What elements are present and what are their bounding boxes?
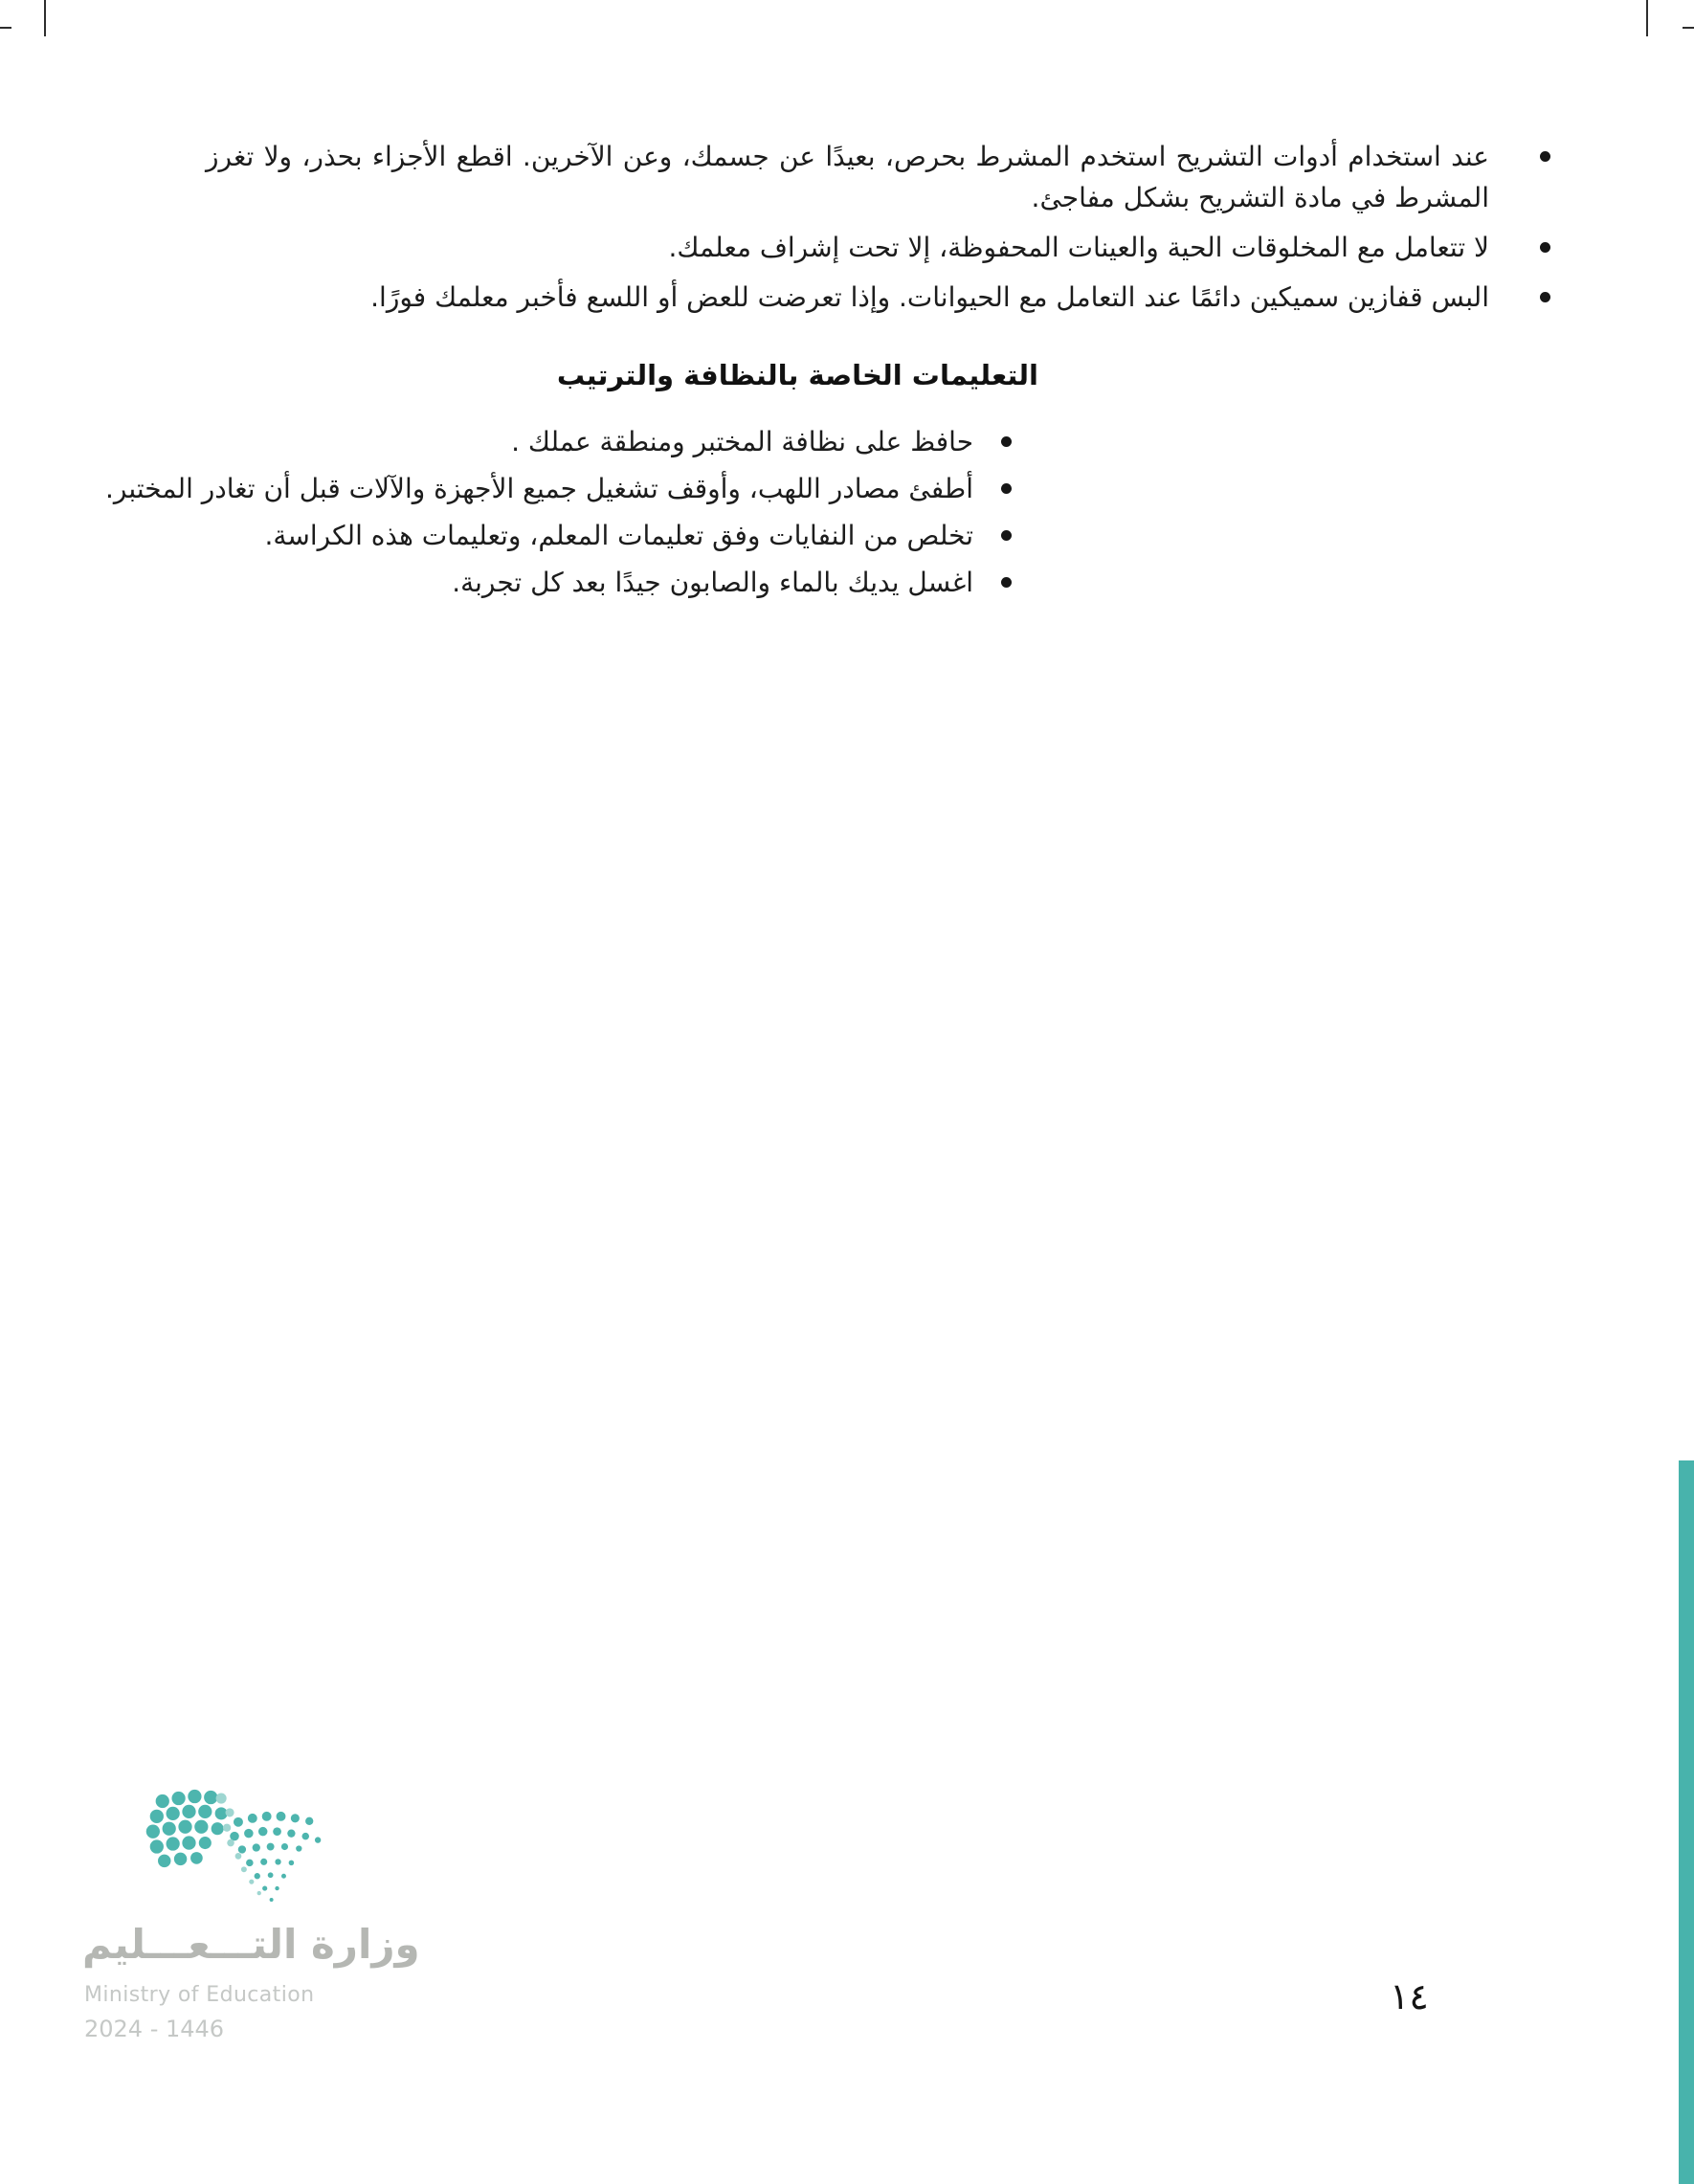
page-edge-accent-bar: [1679, 1460, 1694, 2184]
bullet-dot-icon: [1540, 242, 1550, 253]
bullet-dot-icon: [1001, 436, 1012, 447]
crop-mark-top-left-horizontal: [0, 27, 11, 29]
bullet-dot-icon: [1540, 292, 1550, 302]
bullet-dot-icon: [1001, 483, 1012, 494]
list-item-text: أطفئ مصادر اللهب، وأوقف تشغيل جميع الأجهزة والآلات قبل أن تغادر المختبر.: [105, 473, 973, 504]
list-item: [206, 227, 1550, 268]
safety-bullet-list: [206, 136, 1550, 326]
cleanliness-section: [48, 356, 1038, 611]
list-item-text: اغسل يديك بالماء والصابون جيدًا بعد كل تجربة.: [452, 567, 973, 598]
crop-mark-top-right-horizontal: [1683, 27, 1694, 29]
cleanliness-bullet-list: [48, 423, 1038, 602]
crop-mark-top-right-vertical: [1646, 0, 1648, 36]
ministry-name-english: Ministry of Education: [84, 1983, 315, 2007]
edition-year: 2024 - 1446: [84, 2016, 225, 2042]
list-item-text: عند استخدام أدوات التشريح استخدم المشرط بحرص، بعيدًا عن جسمك، وعن الآخرين. اقطع الأجزاء بحذر، ولا تغرز المشرط في مادة التشريح بشكل مفاجئ.: [206, 141, 1489, 213]
list-item: [206, 277, 1550, 318]
bullet-dot-icon: [1001, 530, 1012, 541]
list-item: [48, 517, 1038, 555]
list-item-text: تخلص من النفايات وفق تعليمات المعلم، وتعليمات هذه الكراسة.: [264, 520, 973, 551]
page-number: ١٤: [1390, 1975, 1429, 2017]
list-item: [48, 423, 1038, 461]
ministry-wordmark: وزارة التـــعـــليم: [82, 1921, 420, 1968]
list-item: [48, 470, 1038, 508]
ministry-of-education-logo-icon: [140, 1786, 329, 1912]
bullet-dot-icon: [1001, 577, 1012, 588]
section-heading: التعليمات الخاصة بالنظافة والترتيب: [556, 359, 1038, 391]
list-item-text: البس قفازين سميكين دائمًا عند التعامل مع الحيوانات. وإذا تعرضت للعض أو اللسع فأخبر معلمك فورًا.: [370, 281, 1489, 313]
bullet-dot-icon: [1540, 151, 1550, 162]
list-item-text: حافظ على نظافة المختبر ومنطقة عملك .: [511, 426, 973, 457]
list-item: [206, 136, 1550, 218]
crop-mark-top-left-vertical: [44, 0, 46, 36]
list-item-text: لا تتعامل مع المخلوقات الحية والعينات المحفوظة، إلا تحت إشراف معلمك.: [668, 232, 1489, 263]
list-item: [48, 564, 1038, 602]
